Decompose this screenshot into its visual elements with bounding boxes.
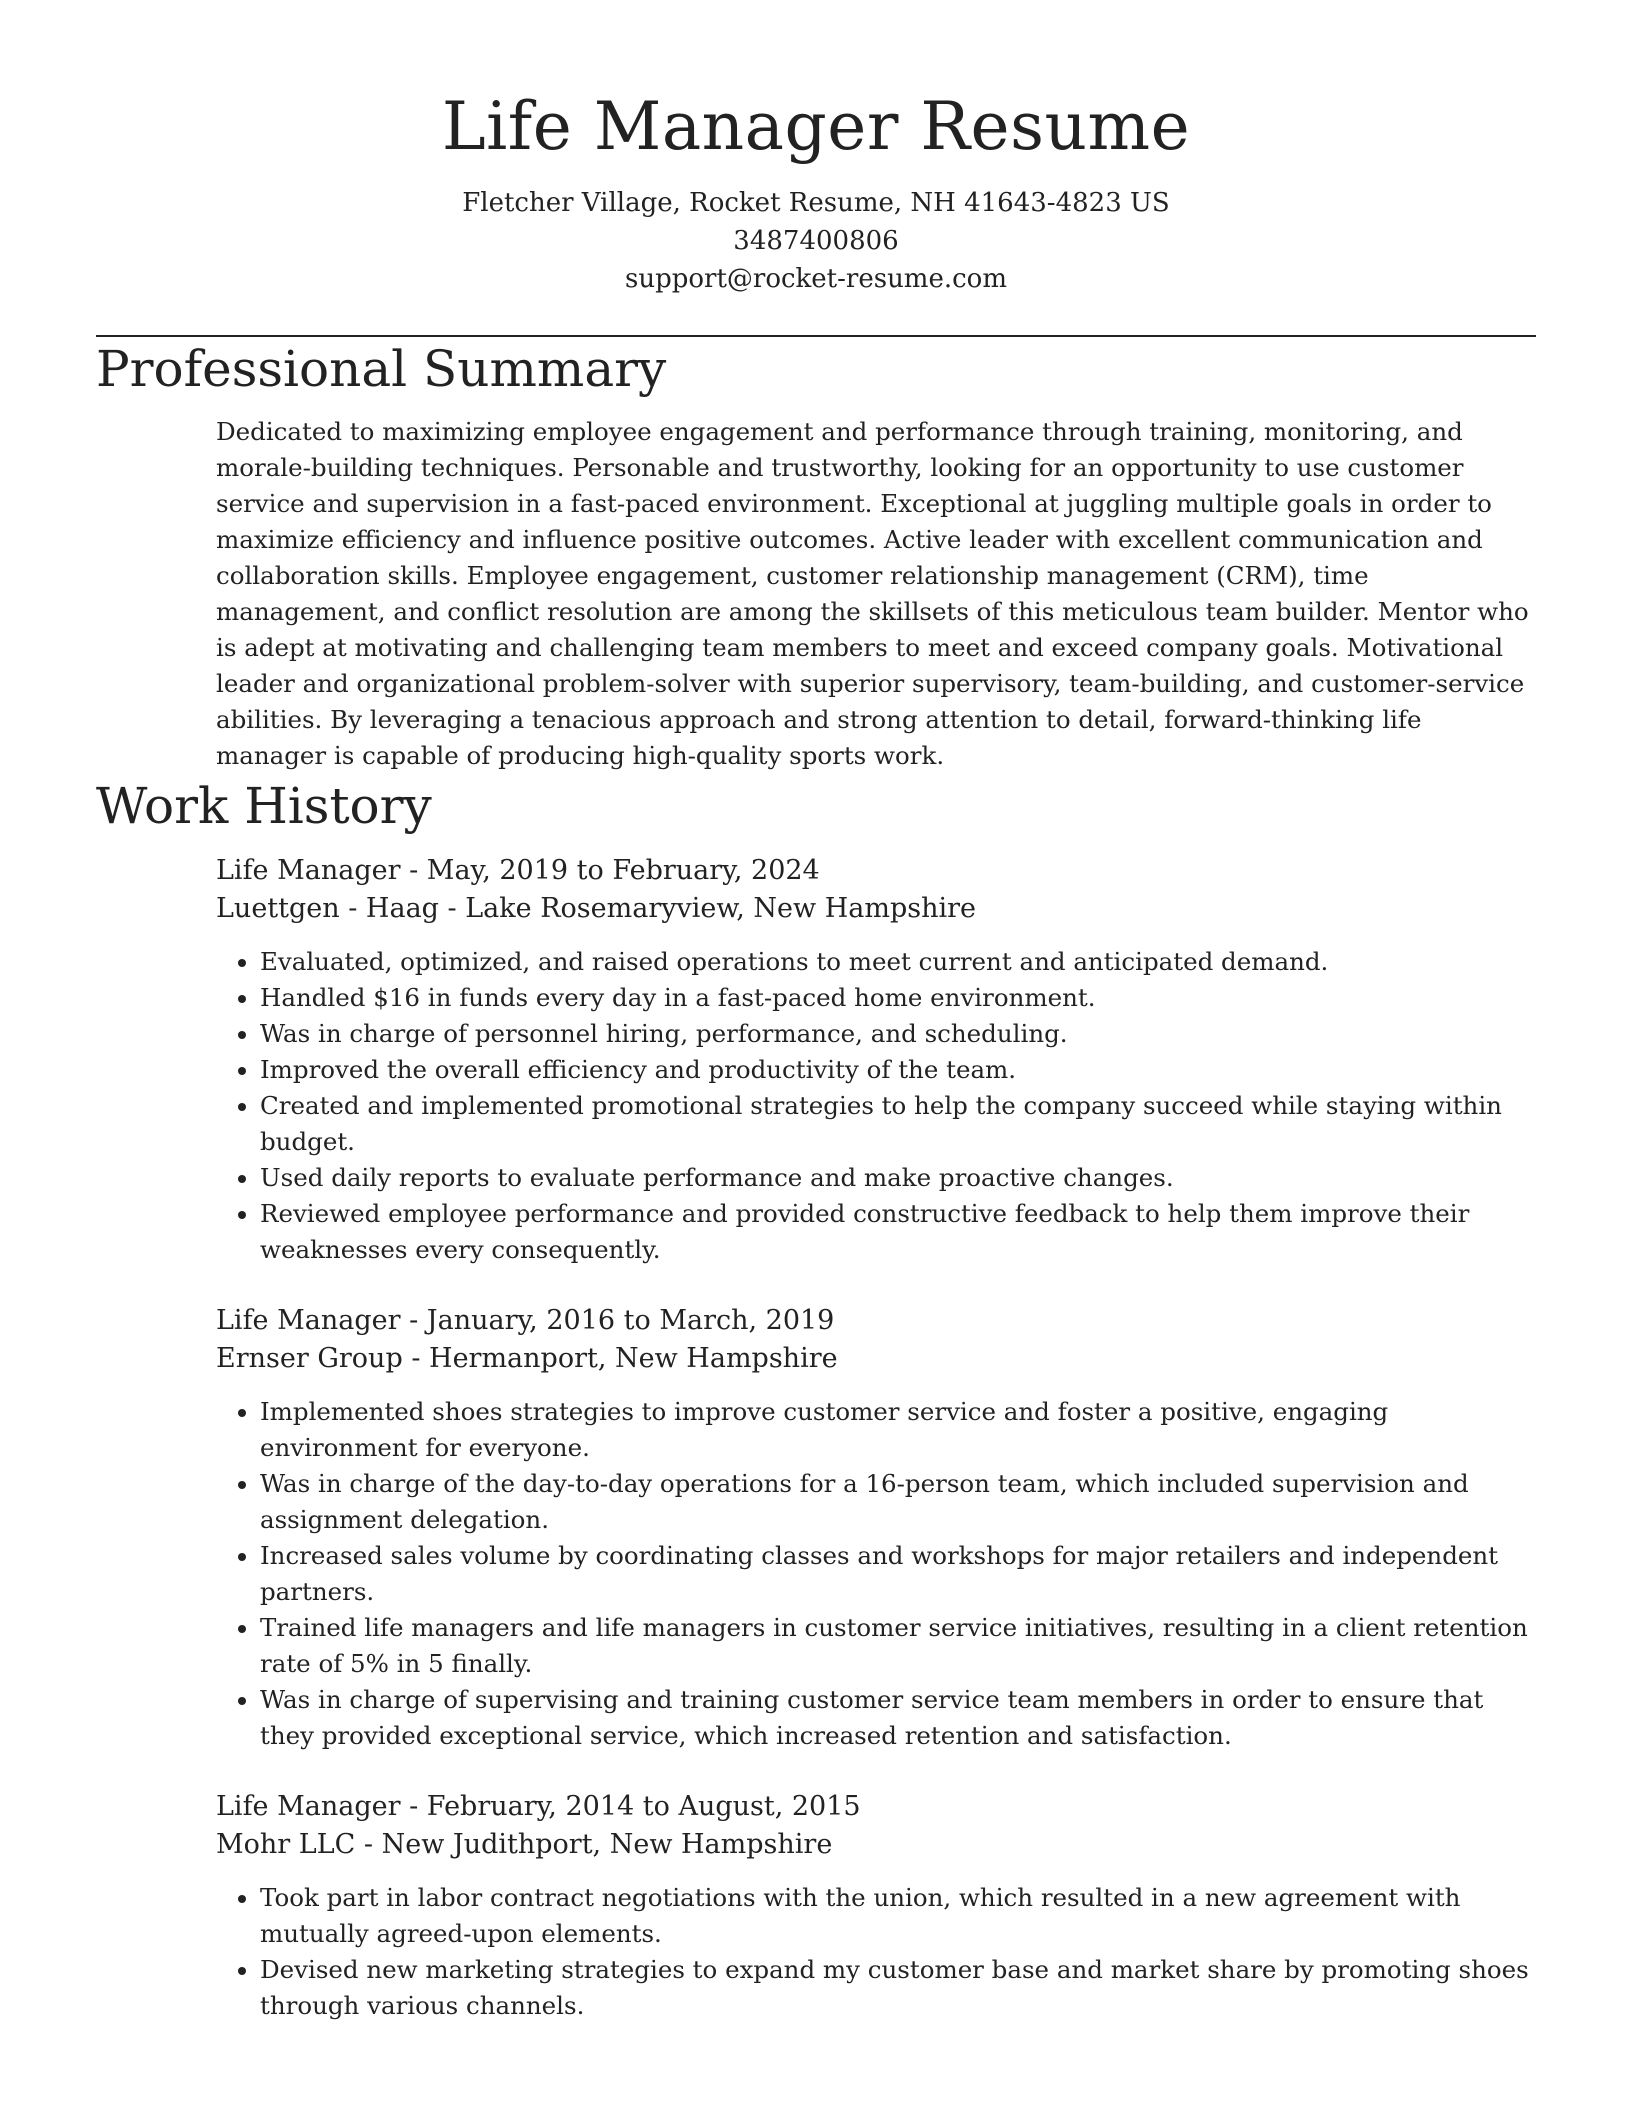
job-bullet: • Created and implemented promotional strategies to help the company succeed while staying within budget. [260, 1088, 1536, 1160]
job-bullet: • Was in charge of supervising and training customer service team members in order to ensure that they provided exceptional service, which increased retention and satisfaction. [260, 1682, 1536, 1754]
job-bullet: • Handled $16 in funds every day in a fast-paced home environment. [260, 980, 1536, 1016]
job-bullet: • Took part in labor contract negotiations with the union, which resulted in a new agreement with mutually agreed-upon elements. [260, 1880, 1536, 1952]
job-bullet-list [216, 1880, 1536, 2024]
job-company-line: Luettgen - Haag - Lake Rosemaryview, New Hampshire [216, 893, 977, 924]
job-entry [216, 1302, 1536, 1754]
resume-title: Life Manager Resume [441, 88, 1191, 165]
contact-block [96, 184, 1536, 298]
job-entry [216, 852, 1536, 1268]
job-bullet: • Implemented shoes strategies to improve customer service and foster a positive, engaging environment for everyone. [260, 1394, 1536, 1466]
job-title-line: Life Manager - February, 2014 to August, 2015 [216, 1791, 861, 1822]
job-bullet: • Reviewed employee performance and provided constructive feedback to help them improve their weaknesses every consequently. [260, 1196, 1536, 1268]
job-bullet: • Evaluated, optimized, and raised operations to meet current and anticipated demand. [260, 944, 1536, 980]
job-bullet-list [216, 944, 1536, 1268]
resume-header [96, 0, 1536, 298]
summary-text: Dedicated to maximizing employee engagement and performance through training, monitoring, and morale-building techniques. Personable and trustworthy, looking for an opportunity to use customer service and supervision in a fast-paced environment. Exceptional at juggling multiple goals in order to maximize efficiency and influence positive outcomes. Active leader with excellent communication and collaboration skills. Employee engagement, customer relationship management (CRM), time management, and conflict resolution are among the skillsets of this meticulous team builder. Mentor who is adept at motivating and challenging team members to meet and exceed company goals. Motivational leader and organizational problem-solver with superior supervisory, team-building, and customer-service abilities. By leveraging a tenacious approach and strong attention to detail, forward-thinking life manager is capable of producing high-quality sports work. [216, 417, 1529, 770]
job-title-line: Life Manager - May, 2019 to February, 2024 [216, 855, 820, 886]
job-bullet: • Used daily reports to evaluate performance and make proactive changes. [260, 1160, 1536, 1196]
contact-address: Fletcher Village, Rocket Resume, NH 41643-4823 US [462, 188, 1170, 218]
job-bullet: • Increased sales volume by coordinating classes and workshops for major retailers and independent partners. [260, 1538, 1536, 1610]
summary-heading: Professional Summary [96, 340, 667, 398]
job-bullet: • Trained life managers and life managers in customer service initiatives, resulting in a client retention rate of 5% in 5 finally. [260, 1610, 1536, 1682]
job-title-line: Life Manager - January, 2016 to March, 2019 [216, 1305, 835, 1336]
job-bullet-list [216, 1394, 1536, 1754]
contact-email: support@rocket-resume.com [624, 264, 1007, 294]
work-history-heading: Work History [96, 777, 432, 835]
job-bullet: • Was in charge of personnel hiring, performance, and scheduling. [260, 1016, 1536, 1052]
job-company-line: Ernser Group - Hermanport, New Hampshire [216, 1343, 838, 1374]
job-bullet: • Improved the overall efficiency and productivity of the team. [260, 1052, 1536, 1088]
job-bullet: • Was in charge of the day-to-day operations for a 16-person team, which included supervision and assignment delegation. [260, 1466, 1536, 1538]
job-bullet: • Devised new marketing strategies to expand my customer base and market share by promoting shoes through various channels. [260, 1952, 1536, 2024]
resume-page [96, 0, 1536, 2024]
contact-phone: 3487400806 [733, 226, 899, 256]
job-company-line: Mohr LLC - New Judithport, New Hampshire [216, 1829, 833, 1860]
job-entry [216, 1788, 1536, 2024]
